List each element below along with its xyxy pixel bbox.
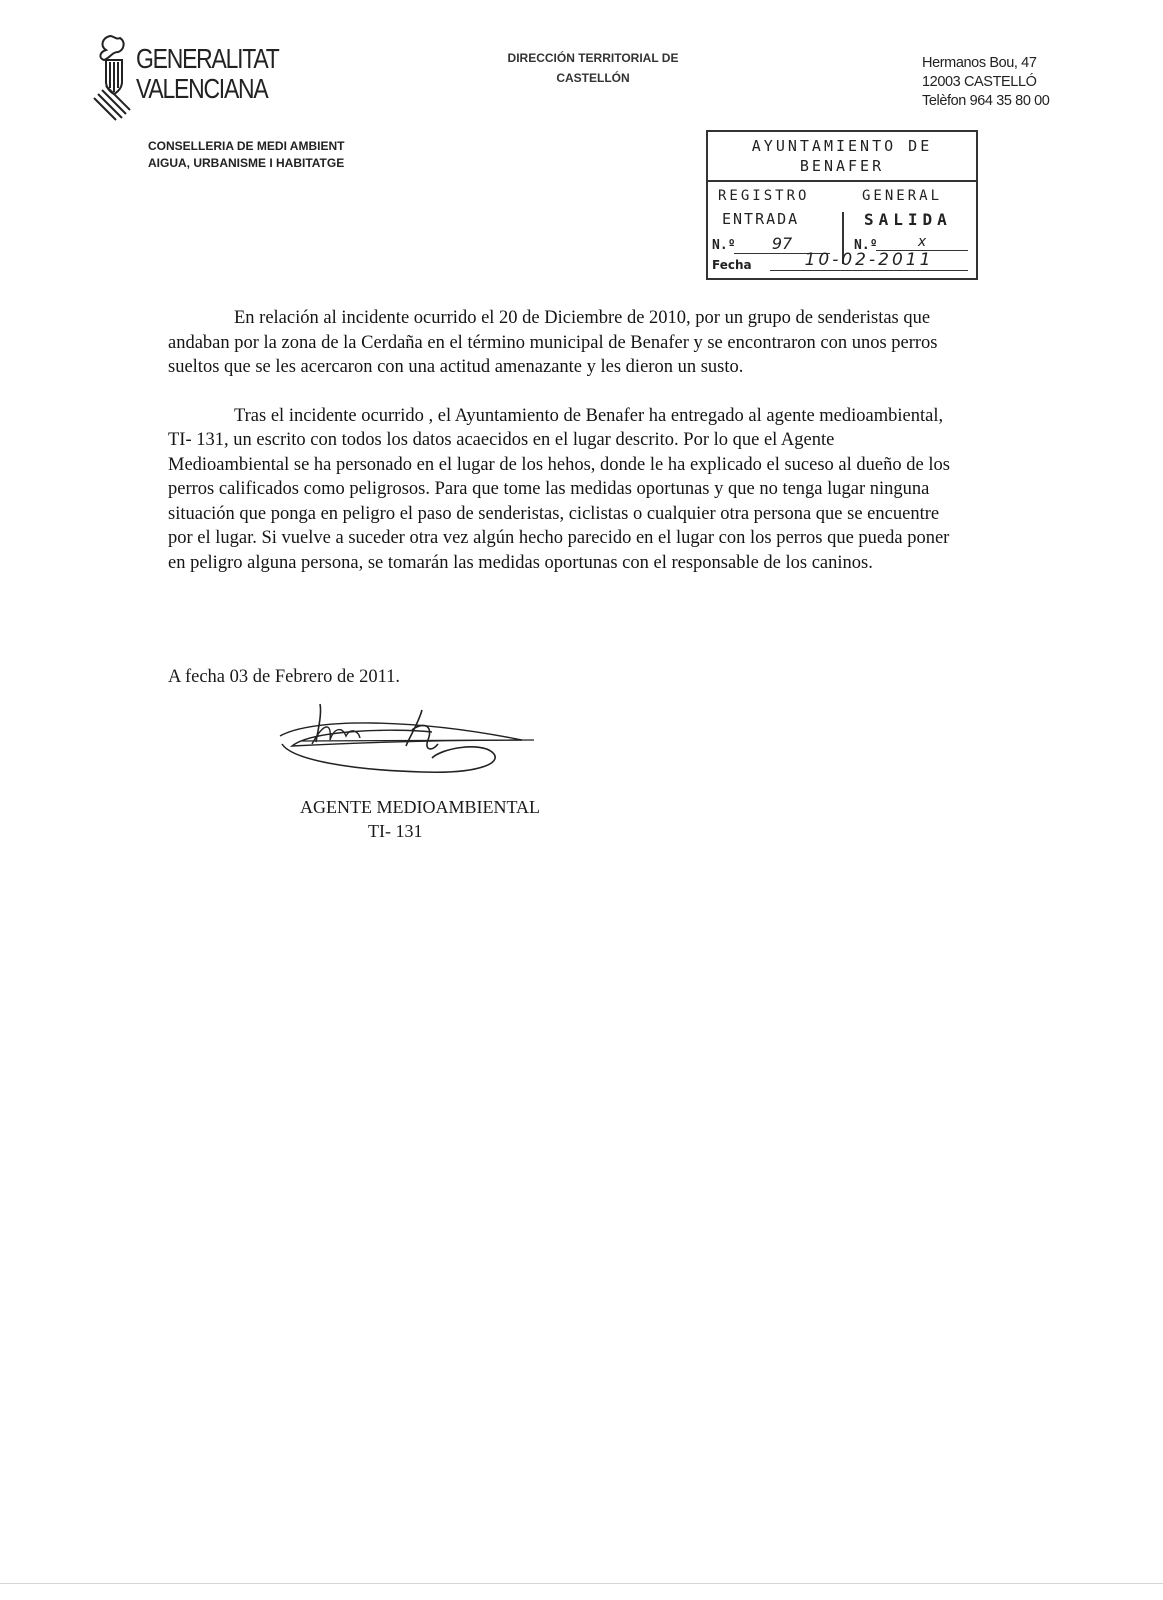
stamp-title-line2: BENAFER [799,157,885,175]
paragraph-2: Tras el incidente ocurrido , el Ayuntamiento de Benafer ha entregado al agente medioambiental, TI- 131, un escrito con todos los datos acaecidos en el lugar descrito. Por lo que el Agente Medioambiental se ha personado en el lugar de los hehos, donde le ha explicado el suceso al dueño de los perros calificados como peligrosos. Para que tome las medidas oportunas y que no tenga lugar ninguna situación que ponga en peligro el paso de senderistas, ciclistas o cualquier otra persona que se encuentre por el lugar. Si vuelve a suceder otra vez algún hecho parecido en el lugar con los perros que pueda poner en peligro alguna persona, se tomarán las medidas oportunas con el responsable de los caninos. [168,405,950,573]
logo-wordmark [136,44,279,104]
logo-line1: GENERALITAT [136,43,279,74]
stamp-header [708,132,976,182]
letter-body [168,306,958,575]
address-line3: Telèfon 964 35 80 00 [922,93,1050,109]
conselleria-name [148,138,344,172]
coat-of-arms-icon [92,32,136,124]
signer-id: TI- 131 [368,821,423,841]
stamp-salida-no-label: N.º [854,238,878,253]
registry-stamp [706,130,978,280]
stamp-salida: SALIDA [864,210,952,229]
direccion-line1: DIRECCIÓN TERRITORIAL DE [507,51,679,65]
direccion-territorial [488,48,698,88]
stamp-salida-no-value: x [876,234,968,251]
paragraph-1: En relación al incidente ocurrido el 20 de Diciembre de 2010, por un grupo de senderistas que andaban por la zona de la Cerdaña en el término municipal de Benafer y se encontraron con unos perros sueltos que se les acercaron con una actitud amenazante y les dieron un susto. [168,308,938,377]
address-line2: 12003 CASTELLÓ [922,74,1037,90]
stamp-title-line1: AYUNTAMIENTO DE [751,137,933,155]
sender-address [922,54,1049,111]
address-line1: Hermanos Bou, 47 [922,55,1037,71]
stamp-entrada-no-label: N.º [712,238,736,253]
logo-line2: VALENCIANA [136,73,268,104]
stamp-entrada-no-value: 97 [734,234,830,254]
stamp-fecha-label: Fecha [712,258,752,272]
conselleria-line2: AIGUA, URBANISME I HABITATGE [148,156,345,170]
stamp-general: GENERAL [862,188,943,204]
direccion-line2: CASTELLÓN [556,71,630,85]
generalitat-logo [92,32,292,128]
stamp-registro: REGISTRO [718,188,810,204]
letter-date: A fecha 03 de Febrero de 2011. [168,667,401,687]
signer-block [300,795,540,843]
conselleria-line1: CONSELLERIA DE MEDI AMBIENT [148,139,345,153]
stamp-fecha-value: 10-02-2011 [770,250,968,271]
stamp-entrada: ENTRADA [722,210,800,228]
handwritten-signature [272,700,542,784]
page-bottom-edge [0,1583,1163,1584]
signer-title: AGENTE MEDIOAMBIENTAL [300,797,541,817]
